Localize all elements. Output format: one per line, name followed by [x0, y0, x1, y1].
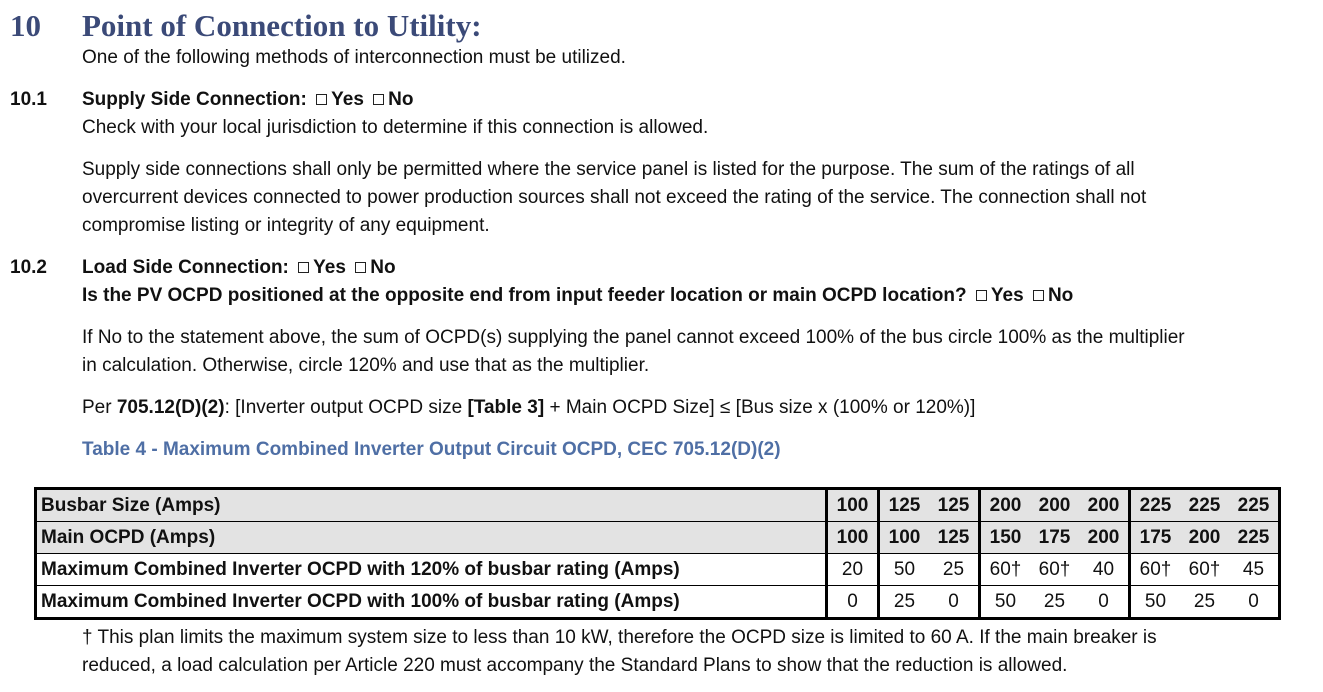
section-title: Point of Connection to Utility:	[82, 8, 482, 43]
load-side-heading: Load Side Connection:	[82, 257, 289, 278]
table-cell: 0	[1229, 586, 1280, 619]
load-side-yes-label: Yes	[313, 257, 346, 278]
table-cell: 20	[827, 554, 879, 586]
table-cell: 175	[1030, 522, 1079, 554]
table-cell: 50	[980, 586, 1031, 619]
table-cell: 0	[1079, 586, 1130, 619]
table-cell: 175	[1130, 522, 1181, 554]
table-cell: 25	[1180, 586, 1229, 619]
table-row	[36, 586, 1280, 619]
table-cell: 40	[1079, 554, 1130, 586]
pv-ocpd-yes-checkbox[interactable]	[976, 290, 987, 301]
supply-side-para-line: overcurrent devices connected to power production sources shall not exceed the rating of the service. The connection shall not	[82, 187, 1147, 208]
load-side-no-label: No	[370, 257, 396, 278]
supply-side-yes-checkbox[interactable]	[316, 94, 327, 105]
supply-side-para-line: compromise listing or integrity of any equipment.	[82, 215, 490, 236]
formula-end: + Main OCPD Size] ≤ [Bus size x (100% or 120%)]	[544, 397, 976, 418]
pv-ocpd-question-text: Is the PV OCPD positioned at the opposite end from input feeder location or main OCPD location?	[82, 285, 967, 306]
table-cell: 150	[980, 522, 1031, 554]
table-cell: 100	[879, 522, 930, 554]
table-cell: 45	[1229, 554, 1280, 586]
subsection-number-10-1: 10.1	[10, 89, 47, 110]
table-cell: 225	[1229, 522, 1280, 554]
table-cell: 25	[929, 554, 980, 586]
supply-side-question	[82, 86, 414, 114]
table-cell: 25	[879, 586, 930, 619]
table-cell: 60†	[1180, 554, 1229, 586]
table-cell: 125	[929, 522, 980, 554]
pv-ocpd-question	[82, 282, 1073, 310]
subsection-number-10-2: 10.2	[10, 257, 47, 278]
row-label: Busbar Size (Amps)	[36, 489, 827, 522]
table-cell: 60†	[980, 554, 1031, 586]
table-cell: 25	[1030, 586, 1079, 619]
row-label: Maximum Combined Inverter OCPD with 100% of busbar rating (Amps)	[36, 586, 827, 619]
table-cell: 100	[827, 489, 879, 522]
table-cell: 225	[1180, 489, 1229, 522]
table-row	[36, 489, 1280, 522]
load-side-yes-checkbox[interactable]	[298, 262, 309, 273]
table-caption: Table 4 - Maximum Combined Inverter Output Circuit OCPD, CEC 705.12(D)(2)	[82, 439, 781, 460]
table-cell: 225	[1229, 489, 1280, 522]
table-footnote-line: † This plan limits the maximum system size to less than 10 kW, therefore the OCPD size is limited to 60 A. If the main breaker is	[82, 627, 1157, 648]
formula-code-ref: 705.12(D)(2)	[116, 397, 225, 418]
supply-side-heading: Supply Side Connection:	[82, 89, 307, 110]
pv-ocpd-no-checkbox[interactable]	[1033, 290, 1044, 301]
table-cell: 50	[879, 554, 930, 586]
load-side-no-checkbox[interactable]	[355, 262, 366, 273]
ocpd-table	[34, 487, 1281, 620]
table-cell: 200	[1079, 489, 1130, 522]
load-side-para-line: If No to the statement above, the sum of OCPD(s) supplying the panel cannot exceed 100% of the bus circle 100% as the multiplier	[82, 327, 1185, 348]
table-cell: 125	[929, 489, 980, 522]
table-row	[36, 554, 1280, 586]
formula-prefix: Per	[82, 397, 117, 418]
formula-table-ref: [Table 3]	[467, 397, 545, 418]
load-side-para-line: in calculation. Otherwise, circle 120% and use that as the multiplier.	[82, 355, 650, 376]
formula-mid: : [Inverter output OCPD size	[224, 397, 468, 418]
row-label: Maximum Combined Inverter OCPD with 120% of busbar rating (Amps)	[36, 554, 827, 586]
supply-side-yes-label: Yes	[331, 89, 364, 110]
table-cell: 50	[1130, 586, 1181, 619]
table-cell: 200	[1079, 522, 1130, 554]
section-number: 10	[10, 8, 41, 43]
supply-side-note: Check with your local jurisdiction to determine if this connection is allowed.	[82, 117, 709, 138]
table-cell: 200	[980, 489, 1031, 522]
pv-ocpd-yes-label: Yes	[990, 285, 1024, 306]
table-row	[36, 522, 1280, 554]
table-cell: 225	[1130, 489, 1181, 522]
table-cell: 60†	[1030, 554, 1079, 586]
row-label: Main OCPD (Amps)	[36, 522, 827, 554]
table-footnote-line: reduced, a load calculation per Article 220 must accompany the Standard Plans to show that the reduction is allowed.	[82, 655, 1068, 676]
pv-ocpd-no-label: No	[1047, 285, 1074, 306]
table-cell: 125	[879, 489, 930, 522]
table-cell: 100	[827, 522, 879, 554]
load-side-question	[82, 254, 396, 282]
supply-side-para-line: Supply side connections shall only be permitted where the service panel is listed for the purpose. The sum of the ratings of all	[82, 159, 1135, 180]
supply-side-no-checkbox[interactable]	[373, 94, 384, 105]
table-cell: 200	[1180, 522, 1229, 554]
supply-side-no-label: No	[388, 89, 414, 110]
table-cell: 200	[1030, 489, 1079, 522]
section-intro: One of the following methods of interconnection must be utilized.	[82, 47, 626, 68]
table-cell: 60†	[1130, 554, 1181, 586]
code-formula	[82, 394, 975, 422]
table-cell: 0	[827, 586, 879, 619]
table-cell: 0	[929, 586, 980, 619]
